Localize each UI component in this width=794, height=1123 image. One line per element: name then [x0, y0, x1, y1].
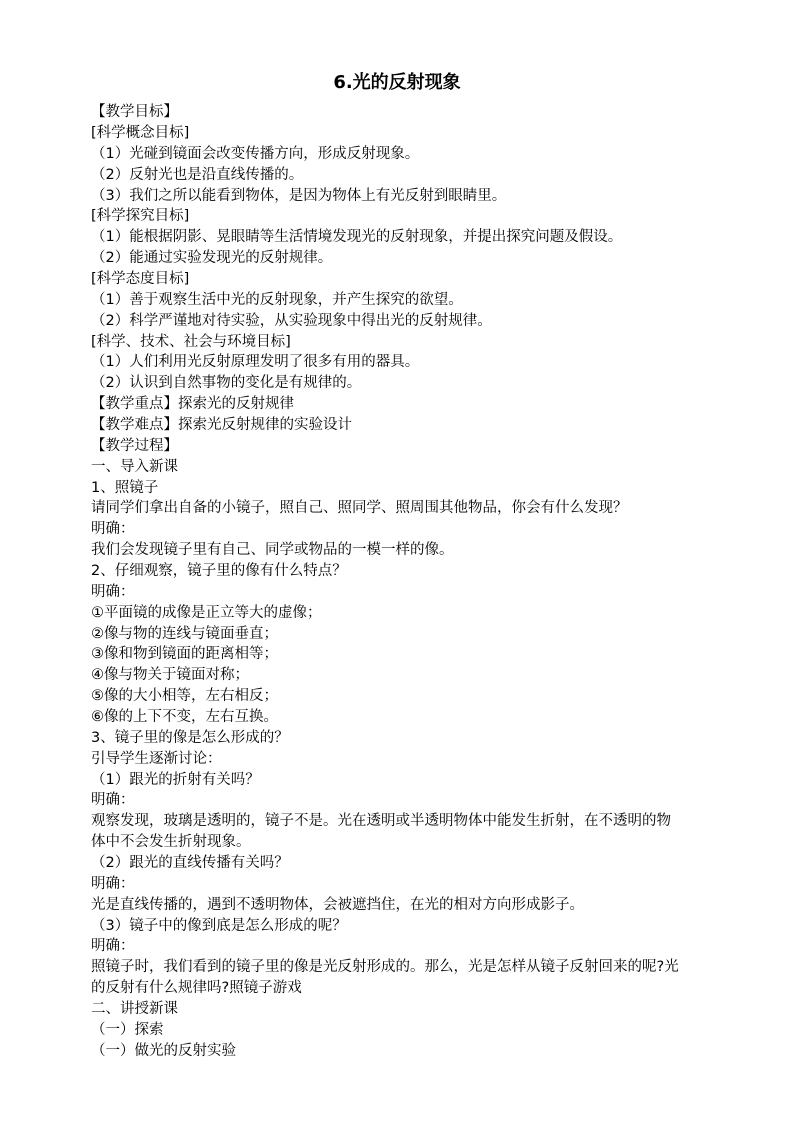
text-line: 2、仔细观察，镜子里的像有什么特点？ — [91, 563, 347, 579]
text-line: （2）能通过实验发现光的反射规律。 — [91, 250, 333, 266]
text-line: 1、照镜子 — [91, 480, 159, 496]
subsection-heading: [科学探究目标] — [91, 208, 190, 224]
text-line: （1）跟光的折射有关吗？ — [91, 772, 260, 788]
section-heading: 【教学过程】 — [91, 438, 178, 454]
subsection-heading: [科学、技术、社会与环境目标] — [91, 334, 291, 350]
list-item: ③像和物到镜面的距离相等； — [91, 646, 278, 662]
text-line: （1）善于观察生活中光的反射现象，并产生探究的欲望。 — [91, 292, 463, 308]
text-line: 引导学生逐渐讨论： — [91, 751, 222, 767]
list-item: ⑤像的大小相等，左右相反； — [91, 688, 278, 704]
text-line: 照镜子时，我们看到的镜子里的像是光反射形成的。那么，光是怎样从镜子反射回来的呢?光 — [91, 959, 679, 975]
list-item: ②像与物的连线与镜面垂直； — [91, 626, 278, 642]
text-line: 明确： — [91, 584, 135, 600]
text-line: 明确： — [91, 521, 135, 537]
text-line: （3）镜子中的像到底是怎么形成的呢？ — [91, 918, 347, 934]
text-line: 3、镜子里的像是怎么形成的？ — [91, 730, 289, 746]
text-line: 体中不会发生折射现象。 — [91, 834, 251, 850]
text-line: 我们会发现镜子里有自己、同学或物品的一模一样的像。 — [91, 542, 454, 558]
key-point: 【教学重点】探索光的反射规律 — [91, 396, 294, 412]
list-item: ④像与物关于镜面对称； — [91, 667, 249, 683]
list-item: ①平面镜的成像是正立等大的虚像； — [91, 605, 322, 621]
text-line: 明确： — [91, 876, 135, 892]
text-line: （2）科学严谨地对待实验，从实验现象中得出光的反射规律。 — [91, 313, 492, 329]
subsection-heading: [科学态度目标] — [91, 271, 190, 287]
text-line: （2）反射光也是沿直线传播的。 — [91, 167, 304, 183]
text-line: 观察发现，玻璃是透明的，镜子不是。光在透明或半透明物体中能发生折射，在不透明的物 — [91, 813, 671, 829]
text-line: 光是直线传播的，遇到不透明物体，会被遮挡住，在光的相对方向形成影子。 — [91, 897, 584, 913]
text-line: 的反射有什么规律吗?照镜子游戏 — [91, 980, 302, 996]
text-line: （1）人们利用光反射原理发明了很多有用的器具。 — [91, 354, 420, 370]
subsection-heading: [科学概念目标] — [91, 125, 190, 141]
list-item: ⑥像的上下不变，左右互换。 — [91, 709, 278, 725]
difficult-point: 【教学难点】探索光反射规律的实验设计 — [91, 417, 352, 433]
text-line: （一）探索 — [91, 1022, 164, 1038]
text-line: （1）光碰到镜面会改变传播方向，形成反射现象。 — [91, 146, 420, 162]
text-line: 明确： — [91, 938, 135, 954]
text-line: 明确： — [91, 792, 135, 808]
text-line: （2）跟光的直线传播有关吗？ — [91, 855, 289, 871]
text-line: （1）能根据阴影、晃眼睛等生活情境发现光的反射现象，并提出探究问题及假设。 — [91, 229, 623, 245]
text-line: （3）我们之所以能看到物体，是因为物体上有光反射到眼睛里。 — [91, 188, 507, 204]
text-line: 一、导入新课 — [91, 459, 178, 475]
text-line: 请同学们拿出自备的小镜子，照自己、照同学、照周围其他物品，你会有什么发现？ — [91, 500, 628, 516]
text-line: （2）认识到自然事物的变化是有规律的。 — [91, 375, 362, 391]
text-line: 二、讲授新课 — [91, 1001, 178, 1017]
page-title: 6.光的反射现象 — [333, 72, 461, 93]
text-line: （一）做光的反射实验 — [91, 1043, 236, 1059]
section-heading: 【教学目标】 — [91, 104, 178, 120]
